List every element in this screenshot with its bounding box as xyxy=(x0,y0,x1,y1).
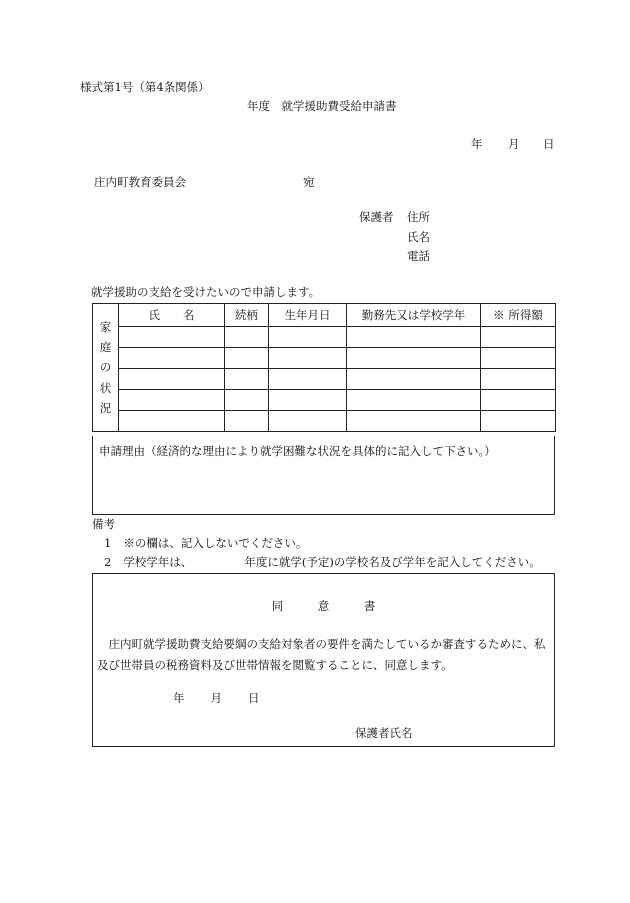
family-status-side-label: 家 庭 の 状 況 xyxy=(93,304,119,432)
table-row xyxy=(93,411,556,432)
note-item-1: 1 ※の欄は、記入しないでください。 xyxy=(104,536,308,550)
addressee-honorific: 宛 xyxy=(303,175,315,189)
date-year: 年 xyxy=(471,137,483,151)
table-row xyxy=(93,390,556,411)
header-name: 氏 名 xyxy=(119,304,225,327)
note-item-2: 2 学校学年は、 年度に就学(予定)の学校名及び学年を記入してください。 xyxy=(104,555,541,569)
consent-box xyxy=(92,573,555,747)
form-title: 年度 就学援助費受給申請書 xyxy=(247,99,397,113)
header-relation: 続柄 xyxy=(225,304,269,327)
guardian-name-label: 氏名 xyxy=(407,230,430,244)
header-birthdate: 生年月日 xyxy=(269,304,347,327)
family-status-table xyxy=(92,303,556,432)
table-row xyxy=(93,327,556,348)
consent-title: 同 意 書 xyxy=(271,599,376,613)
consent-date: 年 月 日 xyxy=(173,691,260,705)
header-income: ※ 所得額 xyxy=(481,304,556,327)
reason-box[interactable] xyxy=(92,436,555,515)
date-day: 日 xyxy=(543,137,555,151)
addressee-name: 庄内町教育委員会 xyxy=(94,175,186,189)
date-month: 月 xyxy=(508,137,520,151)
header-workplace: 勤務先又は学校学年 xyxy=(347,304,481,327)
reason-label: 申請理由（経済的な理由により就学困難な状況を具体的に記入して下さい。） xyxy=(99,444,496,458)
table-row xyxy=(93,369,556,390)
guardian-address-label: 住所 xyxy=(407,210,430,224)
table-header-row xyxy=(93,304,556,327)
guardian-phone-label: 電話 xyxy=(407,249,430,263)
form-number: 様式第1号（第4条関係） xyxy=(80,80,210,94)
notes-heading: 備考 xyxy=(92,517,115,531)
request-text: 就学援助の支給を受けたいので申請します。 xyxy=(91,285,321,299)
table-row xyxy=(93,348,556,369)
consent-signature-label: 保護者氏名 xyxy=(355,726,413,740)
guardian-label: 保護者 xyxy=(359,210,394,224)
consent-body: 庄内町就学援助費支給要綱の支給対象者の要件を満たしているか審査するために、私及び世帯員の税務資料及び世帯情報を閲覧することに、同意します。 xyxy=(97,637,546,672)
